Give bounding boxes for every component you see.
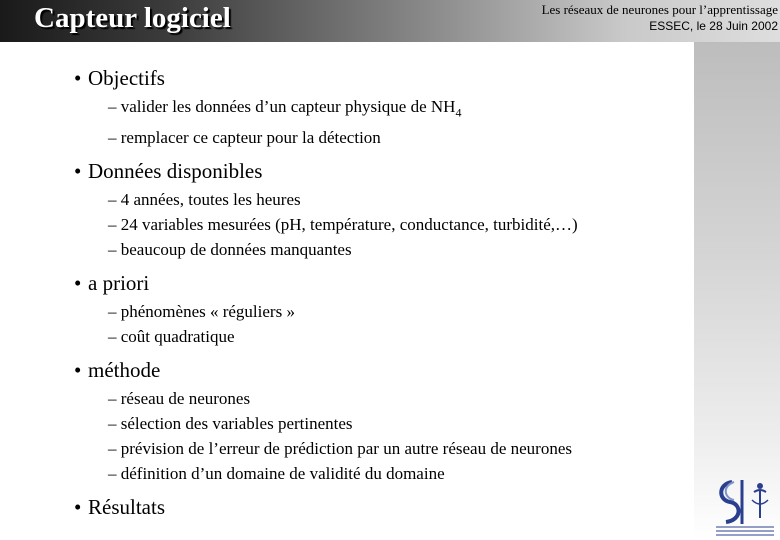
sub-item: – définition d’un domaine de validité du domaine xyxy=(108,464,445,484)
sub-list xyxy=(108,94,714,150)
sub-item: – coût quadratique xyxy=(108,327,235,347)
bullet-heading-text: Résultats xyxy=(88,495,165,520)
sub-item: – 24 variables mesurées (pH, température, conductance, turbidité,…) xyxy=(108,215,578,235)
bullet-heading-text: Objectifs xyxy=(88,66,165,90)
bullet-dot: • xyxy=(74,159,82,184)
sub-list xyxy=(108,386,714,486)
subscript-4: 4 xyxy=(455,105,462,120)
bullet-heading xyxy=(74,356,714,384)
bullet-heading xyxy=(74,64,714,92)
sub-list xyxy=(108,299,714,349)
bullet-heading-text: Données disponibles xyxy=(88,159,263,184)
slide-title: Capteur logiciel xyxy=(34,2,231,34)
section-objectifs xyxy=(74,64,714,150)
institution-logo-icon xyxy=(714,478,776,536)
section-donnees xyxy=(74,157,714,262)
bullet-heading xyxy=(74,157,714,185)
section-a-priori xyxy=(74,269,714,349)
slide-body xyxy=(74,64,714,521)
sub-list xyxy=(108,187,714,262)
sub-item: – réseau de neurones xyxy=(108,389,251,409)
subtitle-course: Les réseaux de neurones pour l’apprentissage xyxy=(541,2,778,17)
slide-subtitle xyxy=(542,2,778,34)
sub-item: – remplacer ce capteur pour la détection xyxy=(108,128,381,148)
bullet-dot: • xyxy=(74,495,82,520)
bullet-dot: • xyxy=(74,271,82,296)
sub-item: – phénomènes « réguliers » xyxy=(108,302,295,322)
bullet-heading-text: a priori xyxy=(88,271,150,296)
sub-item: – prévision de l’erreur de prédiction par un autre réseau de neurones xyxy=(108,439,572,459)
sub-item xyxy=(108,94,714,125)
bullet-dot: • xyxy=(74,66,82,90)
sub-item-text: – valider les données d’un capteur physique de NH xyxy=(108,97,456,116)
sub-item: – sélection des variables pertinentes xyxy=(108,414,353,434)
section-resultats xyxy=(74,493,714,521)
bullet-heading xyxy=(74,493,714,521)
sub-item: – beaucoup de données manquantes xyxy=(108,240,352,260)
sub-item: – 4 années, toutes les heures xyxy=(108,190,301,210)
bullet-heading-text: méthode xyxy=(88,358,161,383)
bullet-heading xyxy=(74,269,714,297)
subtitle-date: ESSEC, le 28 Juin 2002 xyxy=(649,19,778,33)
section-methode xyxy=(74,356,714,486)
bullet-dot: • xyxy=(74,358,82,383)
